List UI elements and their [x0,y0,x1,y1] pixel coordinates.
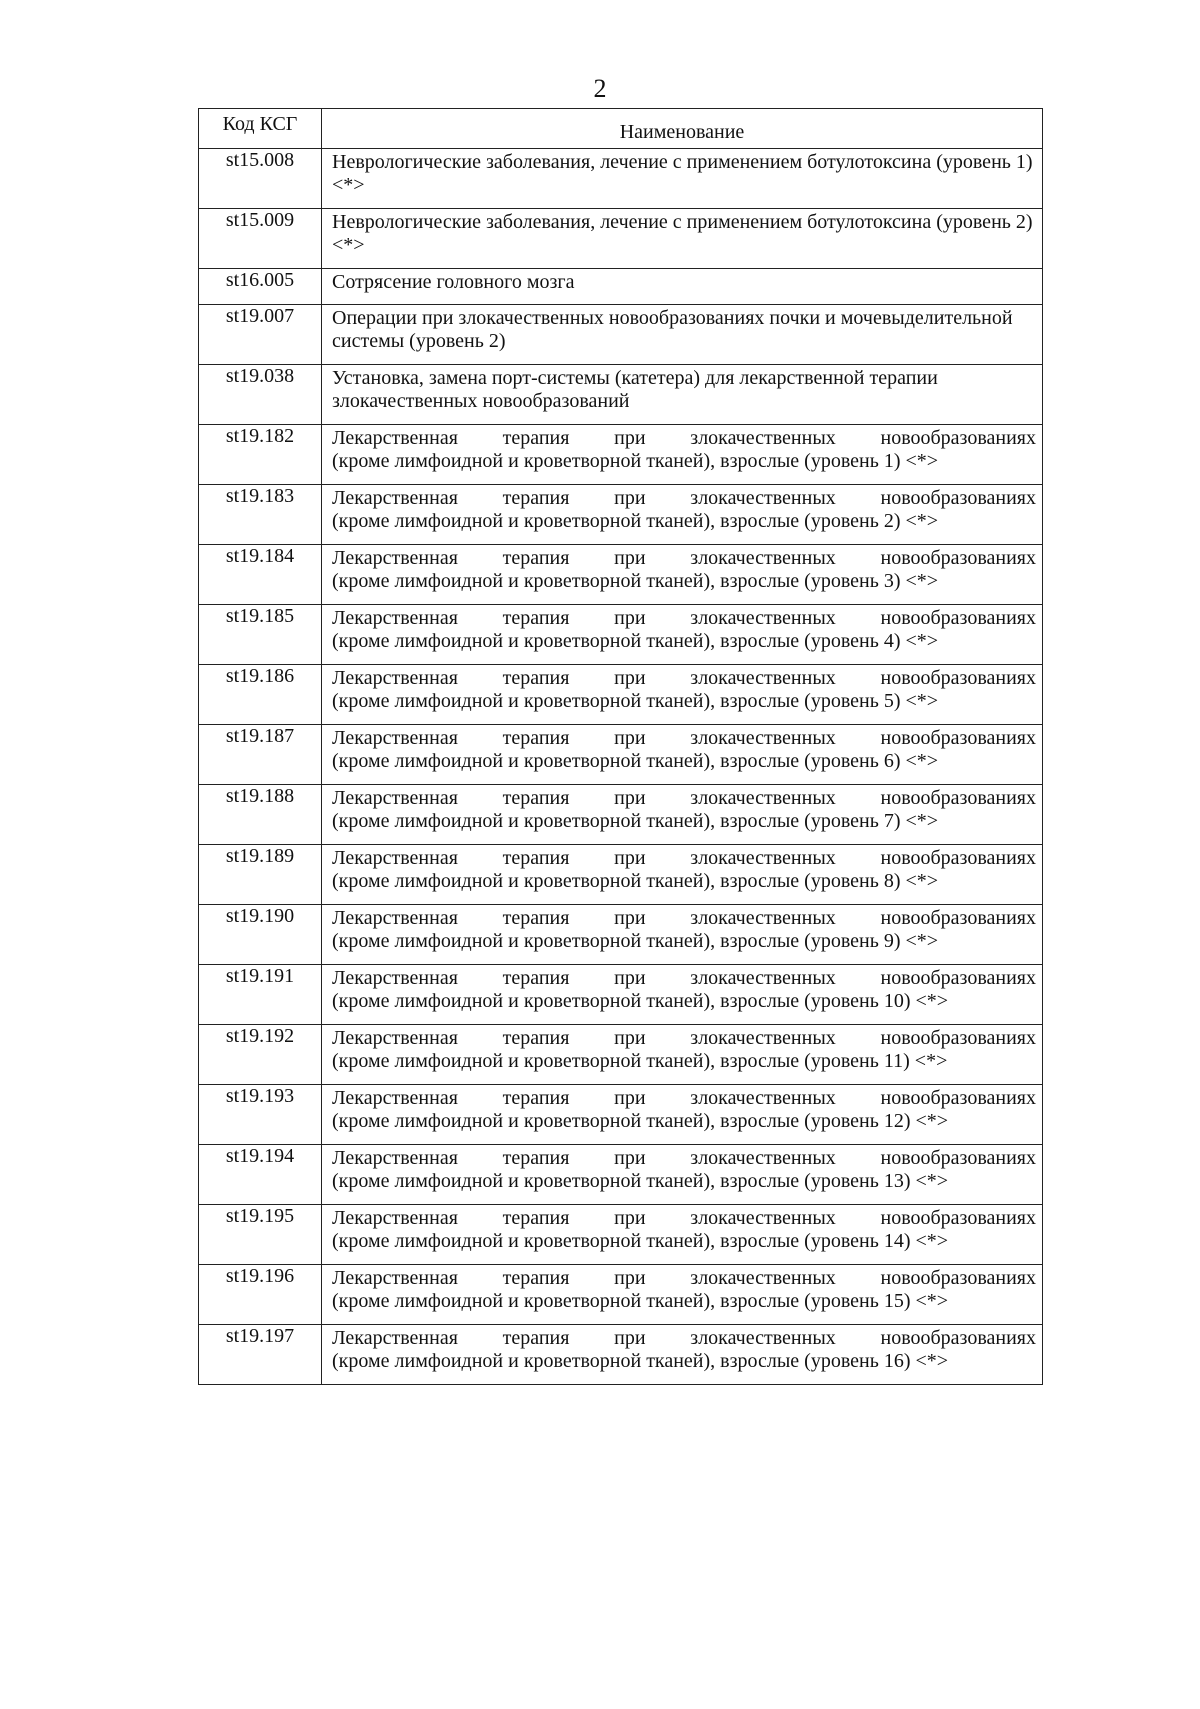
row-name-line-1: Лекарственная терапия при злокачественных новообразованиях [332,427,1036,449]
row-name-line-2: (кроме лимфоидной и кроветворной тканей), взрослые (уровень 2) <*> [332,510,939,532]
row-code: st19.189 [199,845,322,905]
row-name-line-2: (кроме лимфоидной и кроветворной тканей), взрослые (уровень 6) <*> [332,750,939,772]
row-name-line-2: (кроме лимфоидной и кроветворной тканей), взрослые (уровень 9) <*> [332,930,939,952]
row-code: st19.185 [199,605,322,665]
row-code: st19.194 [199,1145,322,1205]
row-code: st19.191 [199,965,322,1025]
ksg-table [198,108,1043,1385]
row-name: Установка, замена порт-системы (катетера) для лекарственной терапии злокачественных новообразований [322,365,1043,425]
row-code: st19.007 [199,305,322,365]
row-name [322,545,1043,605]
row-name-line-1: Лекарственная терапия при злокачественных новообразованиях [332,787,1036,809]
row-name [322,965,1043,1025]
table-row [199,785,1043,845]
row-name-line-2: (кроме лимфоидной и кроветворной тканей), взрослые (уровень 1) <*> [332,450,939,472]
row-name [322,1205,1043,1265]
table-row [199,1085,1043,1145]
table-row [199,665,1043,725]
row-code: st19.186 [199,665,322,725]
table-row [199,1325,1043,1385]
row-name-line-1: Лекарственная терапия при злокачественных новообразованиях [332,487,1036,509]
row-name-line-1: Лекарственная терапия при злокачественных новообразованиях [332,667,1036,689]
row-code: st19.197 [199,1325,322,1385]
row-name-line-1: Лекарственная терапия при злокачественных новообразованиях [332,967,1036,989]
table-row [199,149,1043,209]
table-row [199,1265,1043,1325]
page-number: 2 [593,74,607,103]
row-name-line-1: Лекарственная терапия при злокачественных новообразованиях [332,1147,1036,1169]
row-name-line-2: (кроме лимфоидной и кроветворной тканей), взрослые (уровень 12) <*> [332,1110,949,1132]
row-name-line-2: (кроме лимфоидной и кроветворной тканей), взрослые (уровень 5) <*> [332,690,939,712]
table-row [199,209,1043,269]
row-name [322,905,1043,965]
row-name: Операции при злокачественных новообразованиях почки и мочевыделительной системы (уровень 2) [322,305,1043,365]
row-name-line-1: Лекарственная терапия при злокачественных новообразованиях [332,727,1036,749]
header-code: Код КСГ [199,109,322,149]
row-name-line-1: Лекарственная терапия при злокачественных новообразованиях [332,1327,1036,1349]
row-code: st19.192 [199,1025,322,1085]
table-row [199,1025,1043,1085]
row-code: st19.195 [199,1205,322,1265]
row-code: st15.008 [199,149,322,209]
table-row [199,725,1043,785]
row-code: st19.187 [199,725,322,785]
row-code: st19.188 [199,785,322,845]
row-name-line-2: (кроме лимфоидной и кроветворной тканей), взрослые (уровень 10) <*> [332,990,949,1012]
row-name-line-2: (кроме лимфоидной и кроветворной тканей), взрослые (уровень 11) <*> [332,1050,948,1072]
row-name-line-2: (кроме лимфоидной и кроветворной тканей), взрослые (уровень 8) <*> [332,870,939,892]
row-name-line-1: Лекарственная терапия при злокачественных новообразованиях [332,547,1036,569]
row-name-line-1: Лекарственная терапия при злокачественных новообразованиях [332,847,1036,869]
row-code: st19.182 [199,425,322,485]
row-code: st19.184 [199,545,322,605]
table-row [199,905,1043,965]
row-code: st19.183 [199,485,322,545]
table-row [199,485,1043,545]
row-name-line-1: Лекарственная терапия при злокачественных новообразованиях [332,607,1036,629]
row-name [322,605,1043,665]
row-name [322,1025,1043,1085]
table-row [199,425,1043,485]
row-name-line-1: Лекарственная терапия при злокачественных новообразованиях [332,1087,1036,1109]
row-name [322,1085,1043,1145]
table-row [199,1205,1043,1265]
row-name-line-2: (кроме лимфоидной и кроветворной тканей), взрослые (уровень 13) <*> [332,1170,949,1192]
row-code: st19.038 [199,365,322,425]
row-code: st19.190 [199,905,322,965]
row-name-line-2: (кроме лимфоидной и кроветворной тканей), взрослые (уровень 16) <*> [332,1350,949,1372]
row-code: st15.009 [199,209,322,269]
row-name-line-2: (кроме лимфоидной и кроветворной тканей), взрослые (уровень 15) <*> [332,1290,949,1312]
row-name-line-1: Лекарственная терапия при злокачественных новообразованиях [332,1207,1036,1229]
table-row [199,305,1043,365]
row-name: Сотрясение головного мозга [322,269,1043,305]
table-row [199,965,1043,1025]
table-row [199,365,1043,425]
row-name-line-1: Лекарственная терапия при злокачественных новообразованиях [332,1027,1036,1049]
row-name [322,1265,1043,1325]
table-header-row [199,109,1043,149]
row-name [322,1325,1043,1385]
row-name-line-2: (кроме лимфоидной и кроветворной тканей), взрослые (уровень 4) <*> [332,630,939,652]
row-name [322,665,1043,725]
row-name [322,1145,1043,1205]
row-name-line-2: (кроме лимфоидной и кроветворной тканей), взрослые (уровень 7) <*> [332,810,939,832]
row-name [322,845,1043,905]
row-name-line-1: Лекарственная терапия при злокачественных новообразованиях [332,907,1036,929]
header-name: Наименование [322,109,1043,149]
row-code: st16.005 [199,269,322,305]
row-code: st19.193 [199,1085,322,1145]
row-name-line-2: (кроме лимфоидной и кроветворной тканей), взрослые (уровень 3) <*> [332,570,939,592]
row-name [322,485,1043,545]
row-name: Неврологические заболевания, лечение с применением ботулотоксина (уровень 1) <*> [322,149,1043,209]
row-name [322,425,1043,485]
table-row [199,545,1043,605]
table-row [199,1145,1043,1205]
row-name [322,785,1043,845]
table-row [199,845,1043,905]
row-code: st19.196 [199,1265,322,1325]
table-row [199,269,1043,305]
table-row [199,605,1043,665]
row-name: Неврологические заболевания, лечение с применением ботулотоксина (уровень 2) <*> [322,209,1043,269]
row-name [322,725,1043,785]
row-name-line-2: (кроме лимфоидной и кроветворной тканей), взрослые (уровень 14) <*> [332,1230,949,1252]
row-name-line-1: Лекарственная терапия при злокачественных новообразованиях [332,1267,1036,1289]
